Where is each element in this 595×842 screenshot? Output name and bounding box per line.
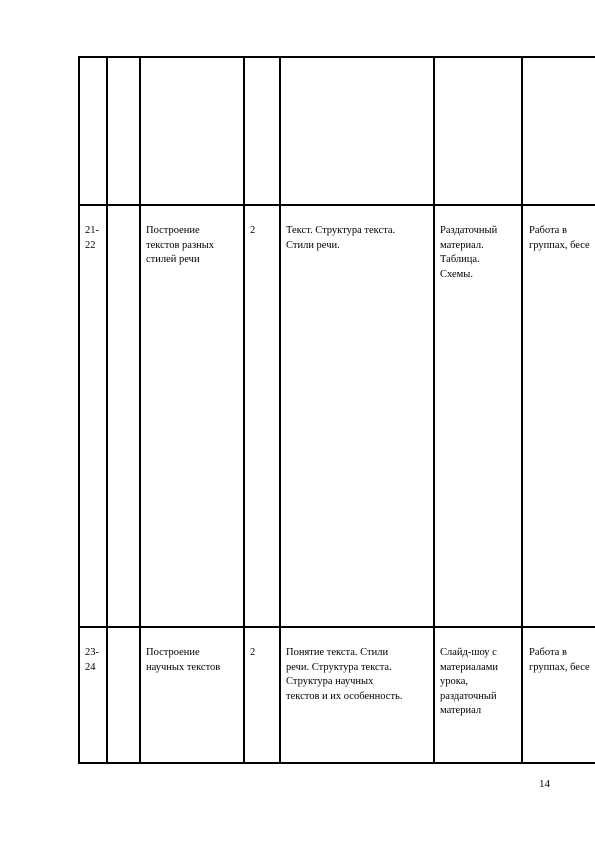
lesson-forms-cell: Работа в группах, бесе <box>529 225 590 251</box>
lesson-hours-cell: 2 <box>250 647 256 658</box>
lesson-number-cell: 23- 24 <box>85 647 99 673</box>
column-divider <box>433 56 435 764</box>
column-divider <box>521 56 523 764</box>
lesson-materials-cell: Раздаточный материал. Таблица. Схемы. <box>440 225 498 280</box>
column-divider <box>279 56 281 764</box>
column-divider <box>139 56 141 764</box>
column-divider <box>243 56 245 764</box>
lesson-hours-cell: 2 <box>250 225 256 236</box>
column-divider <box>106 56 108 764</box>
row-divider <box>78 204 595 206</box>
lesson-content-cell: Текст. Структура текста. Стили речи. <box>286 225 396 251</box>
table-bottom-border <box>78 762 595 764</box>
table-top-border <box>78 56 595 58</box>
lesson-number-cell: 21- 22 <box>85 225 99 251</box>
row-divider <box>78 626 595 628</box>
page-number: 14 <box>539 778 550 790</box>
lesson-content-cell: Понятие текста. Стили речи. Структура текста. Структура научных текстов и их особенность. <box>286 647 403 702</box>
lesson-topic-cell: Построение научных текстов <box>146 647 221 673</box>
table-left-border <box>78 56 80 764</box>
lesson-materials-cell: Слайд-шоу с материалами урока, раздаточный материал <box>440 647 498 716</box>
lesson-forms-cell: Работа в группах, бесе <box>529 647 590 673</box>
lesson-topic-cell: Построение текстов разных стилей речи <box>146 225 215 265</box>
